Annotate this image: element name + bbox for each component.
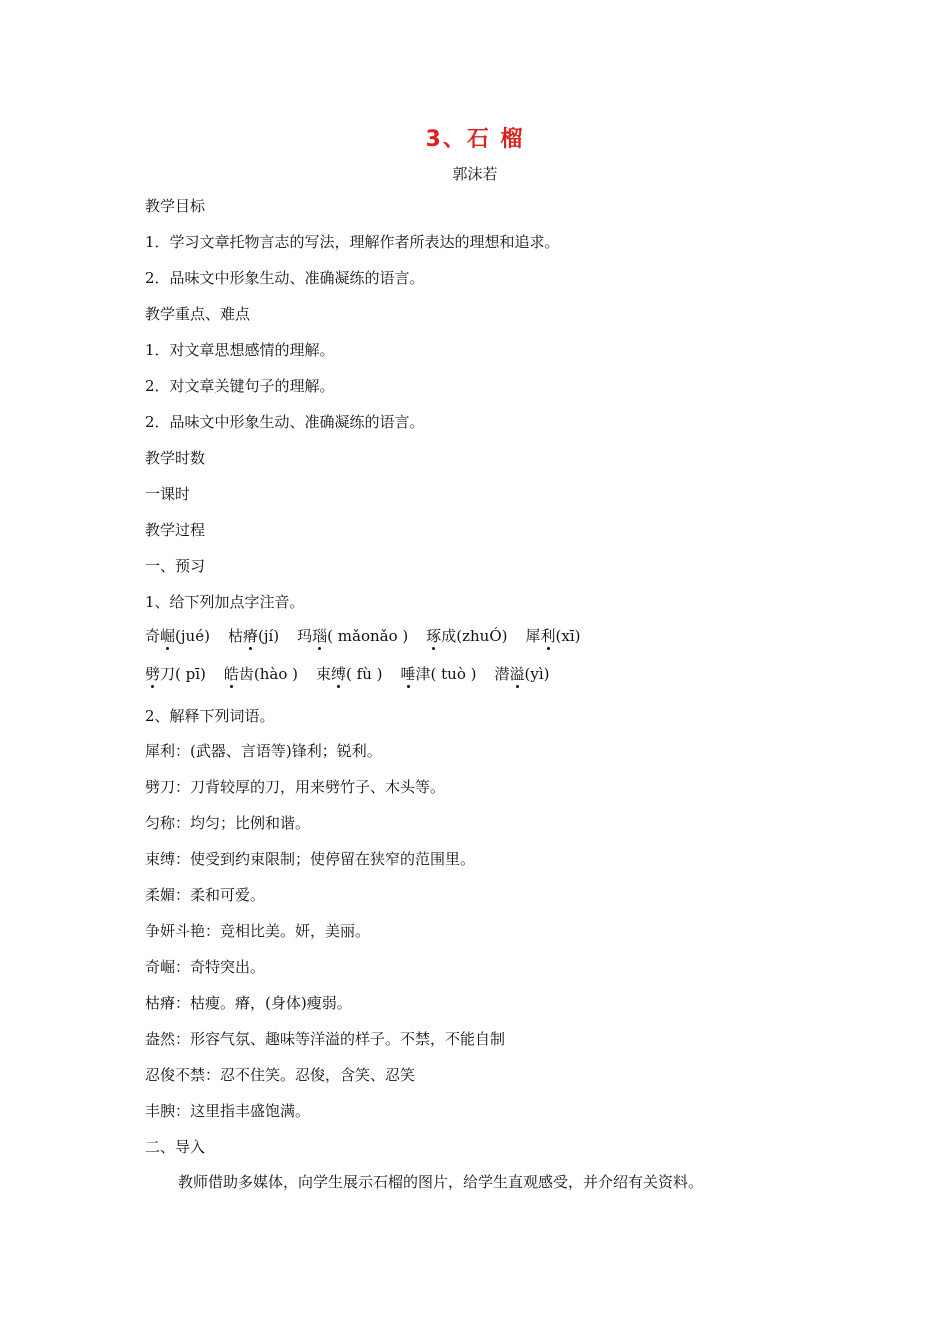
section-heading: 教学时数 xyxy=(145,449,206,467)
definition-line: 束缚：使受到约束限制；使停留在狭窄的范围里。 xyxy=(145,850,476,868)
text-line: 1、给下列加点字注音。 xyxy=(145,593,305,611)
pinyin-item: 犀利(xī) xyxy=(525,627,581,645)
pinyin-item: 枯瘠(jí) xyxy=(227,627,280,645)
section-heading: 二、导入 xyxy=(145,1138,206,1156)
pinyin-row xyxy=(145,626,598,646)
text-line: 1．学习文章托物言志的写法，理解作者所表达的理想和追求。 xyxy=(145,233,560,251)
definition-line: 奇崛：奇特突出。 xyxy=(145,958,266,976)
definition-line: 争妍斗艳：竞相比美。妍，美丽。 xyxy=(145,922,371,940)
author-name: 郭沫若 xyxy=(452,165,498,183)
pinyin-item: 皓齿(hào ) xyxy=(223,665,299,683)
text-line: 2．品味文中形象生动、准确凝练的语言。 xyxy=(145,413,425,431)
text-line: 一课时 xyxy=(145,485,191,503)
text-line: 2．对文章关键句子的理解。 xyxy=(145,377,335,395)
section-heading: 一、预习 xyxy=(145,557,206,575)
text-line: 1．对文章思想感情的理解。 xyxy=(145,341,335,359)
definition-line: 枯瘠：枯瘦。瘠，(身体)瘦弱。 xyxy=(145,994,352,1012)
definition-line: 犀利：(武器、言语等)锋利；锐利。 xyxy=(145,742,382,760)
pinyin-item: 玛瑙( mǎonǎo ) xyxy=(297,627,409,645)
definition-line: 劈刀：刀背较厚的刀，用来劈竹子、木头等。 xyxy=(145,778,446,796)
pinyin-item: 劈刀( pī) xyxy=(145,665,206,683)
pinyin-item: 奇崛(jué) xyxy=(145,627,210,645)
pinyin-item: 潜溢(yì) xyxy=(494,665,550,683)
definition-line: 柔媚：柔和可爱。 xyxy=(145,886,266,904)
section-heading: 教学过程 xyxy=(145,521,206,539)
section-heading: 教学重点、难点 xyxy=(145,305,251,323)
definition-line: 盎然：形容气氛、趣味等洋溢的样子。不禁，不能自制 xyxy=(145,1030,506,1048)
text-line: 2．品味文中形象生动、准确凝练的语言。 xyxy=(145,269,425,287)
definition-line: 忍俊不禁：忍不住笑。忍俊，含笑、忍笑 xyxy=(145,1066,416,1084)
section-heading: 教学目标 xyxy=(145,197,206,215)
text-line: 2、解释下列词语。 xyxy=(145,707,275,725)
definition-line: 匀称：均匀；比例和谐。 xyxy=(145,814,311,832)
pinyin-row xyxy=(145,664,568,684)
pinyin-item: 唾津( tuò ) xyxy=(400,665,477,683)
document-title: 3、石 榴 xyxy=(425,127,525,152)
pinyin-item: 琢成(zhuÓ) xyxy=(426,627,508,645)
definition-line: 丰腴：这里指丰盛饱满。 xyxy=(145,1102,311,1120)
paragraph: 教师借助多媒体，向学生展示石榴的图片，给学生直观感受，并介绍有关资料。 xyxy=(178,1173,704,1191)
pinyin-item: 束缚( fù ) xyxy=(316,665,383,683)
